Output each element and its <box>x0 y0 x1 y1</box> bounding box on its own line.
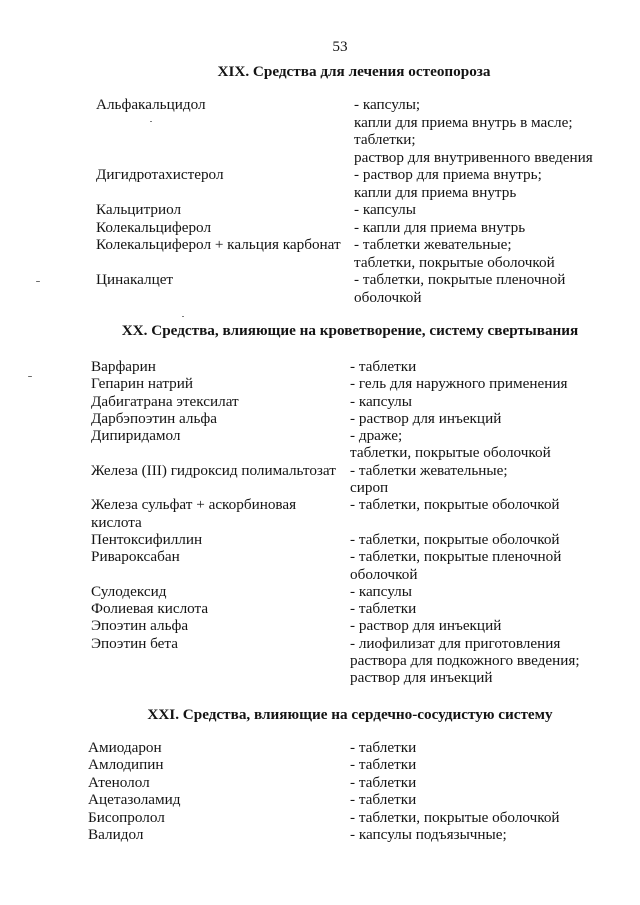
drug-row <box>91 496 580 531</box>
drug-name-line: Гепарин натрий <box>91 375 194 393</box>
drug-name <box>96 236 354 254</box>
drug-name <box>96 219 354 237</box>
dosage-forms <box>350 393 412 410</box>
drug-name-line: Сулодексид <box>91 582 167 600</box>
drug-name-line: Кальцитриол <box>96 201 182 218</box>
drug-name <box>91 496 350 531</box>
dosage-forms <box>354 236 555 271</box>
dosage-forms <box>350 358 416 375</box>
drug-row <box>91 427 580 462</box>
drug-name <box>91 375 350 392</box>
dosage-forms <box>350 635 580 687</box>
dosage-form-line: - капсулы подъязычные; <box>350 825 507 843</box>
drug-name-line: Колекальциферол <box>96 218 212 236</box>
drug-name-line: Эпоэтин альфа <box>91 617 189 635</box>
dosage-forms <box>350 496 560 513</box>
drug-row <box>88 809 560 826</box>
dosage-form-line: таблетки, покрытые оболочкой <box>354 253 555 271</box>
drug-name-line: Амиодарон <box>88 739 162 756</box>
drug-row <box>91 583 580 600</box>
drug-name <box>91 548 350 565</box>
section-heading-xix: XIX. Средства для лечения остеопороза <box>217 63 491 80</box>
scan-speck <box>28 376 32 377</box>
dosage-forms <box>350 427 551 462</box>
section-heading-xx: XX. Средства, влияющие на кроветворение, систему свертывания <box>121 322 579 339</box>
dosage-forms <box>350 531 560 548</box>
drug-row <box>96 219 593 237</box>
dosage-forms <box>350 462 508 497</box>
drug-name-line: Амлодипин <box>88 756 164 774</box>
drug-row <box>96 96 593 166</box>
dosage-forms <box>350 809 560 826</box>
drug-name <box>91 393 350 410</box>
drug-name-line: Эпоэтин бета <box>91 634 178 652</box>
drug-name-line: Альфакальцидол <box>96 96 206 113</box>
drug-name-line: Цинакалцет <box>96 271 174 288</box>
section-heading-xxi: XXI. Средства, влияющие на сердечно-сосудистую систему <box>147 706 553 723</box>
dosage-form-line: - таблетки <box>350 358 417 375</box>
drug-name-line: Бисопролол <box>88 808 165 826</box>
dosage-form-line: - капсулы <box>350 392 412 410</box>
drug-name <box>91 583 350 600</box>
drug-name-line: Пентоксифиллин <box>91 530 203 548</box>
drug-name-line: Ацетазоламид <box>88 791 181 809</box>
drug-name <box>88 774 350 791</box>
drug-name-line: Дипиридамол <box>91 427 181 445</box>
drug-name-line: Железа (III) гидроксид полимальтозат <box>91 461 336 479</box>
dosage-forms <box>354 271 565 306</box>
dosage-form-line: раствор для инъекций <box>350 669 493 687</box>
drug-row <box>91 531 580 548</box>
drug-row <box>91 462 580 497</box>
dosage-form-line: капли для приема внутрь в масле; <box>354 113 573 131</box>
drug-name <box>96 96 354 114</box>
drug-row <box>88 774 560 791</box>
dosage-form-line: - капсулы <box>350 582 412 600</box>
drug-name-line: Дабигатрана этексилат <box>91 392 239 410</box>
dosage-form-line: - лиофилизат для приготовления <box>350 634 561 652</box>
dosage-form-line: - таблетки жевательные; <box>354 236 512 253</box>
drug-name <box>96 166 354 184</box>
dosage-forms <box>354 96 593 166</box>
dosage-form-line: - таблетки, покрытые оболочкой <box>350 808 560 826</box>
drug-name <box>88 756 350 773</box>
dosage-form-line: раствора для подкожного введения; <box>350 652 580 670</box>
dosage-forms <box>350 410 501 427</box>
drug-name <box>88 826 350 843</box>
drug-row <box>88 826 560 843</box>
dosage-form-line: - раствор для инъекций <box>350 617 502 635</box>
dosage-forms <box>350 826 507 843</box>
drug-name <box>91 531 350 548</box>
drug-name-line: Железа сульфат + аскорбиновая <box>91 496 297 514</box>
dosage-form-line: - таблетки, покрытые пленочной <box>350 548 562 566</box>
dosage-forms <box>350 583 412 600</box>
drug-name-line: Фолиевая кислота <box>91 600 209 618</box>
dosage-forms <box>350 774 416 791</box>
dosage-forms <box>350 548 561 583</box>
dosage-forms <box>354 201 416 219</box>
dosage-form-line: оболочкой <box>350 565 418 583</box>
dosage-form-line: - таблетки, покрытые пленочной <box>354 271 566 288</box>
drug-row <box>91 375 580 392</box>
dosage-form-line: - таблетки, покрытые оболочкой <box>350 496 560 514</box>
dosage-form-line: таблетки, покрытые оболочкой <box>350 444 551 462</box>
drug-row <box>91 548 580 583</box>
dosage-form-line: - таблетки <box>350 791 417 809</box>
dosage-form-line: - таблетки <box>350 600 417 618</box>
drug-name-line: Ривароксабан <box>91 548 180 566</box>
dosage-form-line: - раствор для приема внутрь; <box>354 166 542 183</box>
drug-name <box>91 617 350 634</box>
drug-row <box>96 201 593 219</box>
drug-list-xix <box>96 96 593 306</box>
dosage-form-line: - таблетки жевательные; <box>350 461 508 479</box>
dosage-forms <box>354 219 525 237</box>
dosage-form-line: раствор для внутривенного введения <box>354 148 593 166</box>
page-number: 53 <box>332 38 348 55</box>
dosage-form-line: - таблетки, покрытые оболочкой <box>350 530 560 548</box>
drug-name <box>91 427 350 444</box>
dosage-forms <box>350 600 416 617</box>
drug-row <box>88 791 560 808</box>
drug-name <box>96 201 354 219</box>
drug-name-line: Валидол <box>88 825 144 843</box>
scan-speck <box>36 281 40 282</box>
drug-name <box>96 271 354 289</box>
drug-row <box>91 635 580 687</box>
dosage-form-line: - капли для приема внутрь <box>354 218 526 236</box>
drug-row <box>91 358 580 375</box>
drug-name-line: Дарбэпоэтин альфа <box>91 409 218 427</box>
dosage-form-line: таблетки; <box>354 131 416 148</box>
drug-name <box>88 739 350 756</box>
dosage-forms <box>350 791 416 808</box>
drug-name-line: Варфарин <box>91 358 156 375</box>
drug-name-line: Колекальциферол + кальция карбонат <box>96 236 341 253</box>
drug-name <box>88 791 350 808</box>
dosage-form-line: - таблетки <box>350 756 417 774</box>
dosage-form-line: - раствор для инъекций <box>350 409 502 427</box>
dosage-form-line: - капсулы <box>354 201 416 218</box>
dosage-form-line: - драже; <box>350 427 403 445</box>
drug-row <box>88 739 560 756</box>
drug-row <box>96 166 593 201</box>
drug-name <box>91 635 350 652</box>
drug-list-xx <box>91 358 580 687</box>
drug-name-line: Атенолол <box>88 773 150 791</box>
dosage-form-line: - таблетки <box>350 739 417 756</box>
drug-row <box>96 236 593 271</box>
dosage-form-line: - таблетки <box>350 773 417 791</box>
drug-row <box>91 410 580 427</box>
dosage-form-line: - гель для наружного применения <box>350 375 568 393</box>
dosage-form-line: оболочкой <box>354 288 422 306</box>
drug-row <box>96 271 593 306</box>
scan-speck <box>182 316 184 317</box>
drug-name <box>88 809 350 826</box>
drug-name-line: Дигидротахистерол <box>96 166 224 183</box>
drug-row <box>88 756 560 773</box>
drug-row <box>91 393 580 410</box>
drug-list-xxi <box>88 739 560 843</box>
drug-row <box>91 617 580 634</box>
dosage-forms <box>350 756 416 773</box>
dosage-forms <box>350 739 416 756</box>
dosage-form-line: сироп <box>350 479 389 497</box>
drug-name-line: кислота <box>91 513 142 531</box>
dosage-forms <box>354 166 542 201</box>
drug-name <box>91 410 350 427</box>
drug-name <box>91 358 350 375</box>
dosage-forms <box>350 617 501 634</box>
dosage-form-line: - капсулы; <box>354 96 421 113</box>
drug-name <box>91 600 350 617</box>
dosage-forms <box>350 375 567 392</box>
dosage-form-line: капли для приема внутрь <box>354 183 517 201</box>
drug-name <box>91 462 350 479</box>
drug-row <box>91 600 580 617</box>
